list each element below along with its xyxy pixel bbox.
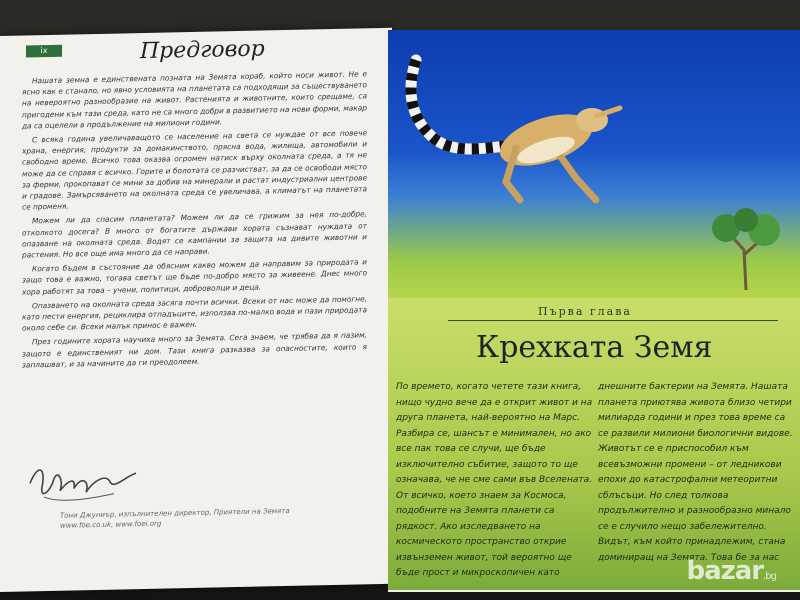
chapter-column-left (396, 380, 594, 582)
chapter-page (388, 30, 800, 592)
tree-illustration (696, 200, 786, 290)
watermark-suffix: .bg (763, 571, 776, 582)
chapter-label: Първа глава (538, 305, 632, 318)
preface-paragraph: Нашата земна е единствената позната на Земята кораб, който носи живот. Не е ясно как е станало, но явно условията на планетата са подходящи за съществуването на невероятно разнообразие на живот. Растенията и животните, които срещаме, са пригодени към тази среда, като не са много добри в развитието на нови форми, макар да са оцелели в продължение на милиони години. (22, 69, 367, 131)
preface-body (22, 68, 367, 373)
chapter-title: Крехката Земя (476, 330, 713, 365)
lemur-photo (388, 30, 800, 298)
signature-caption: Тони Джуниър, изпълнителен директор, Приятели на Земята www.foe.co.uk, www.foei.org (60, 506, 290, 530)
signature-image (24, 451, 144, 514)
preface-paragraph: Опазването на околната среда засяга почти всички. Всеки от нас може да помогне, като пести енергия, рециклира отпадъците, използва по-малко вода и пази природата около себе си. Всеки малък принос е важен. (22, 294, 367, 333)
preface-title: Предговор (140, 36, 265, 65)
preface-paragraph: С всяка година увеличаващото се население на света се нуждае от все повече храна, енергия, продукти за домакинството, прясна вода, жилища, автомобили и свободно време. Всичко това оказва огромен натиск върху околната среда, а тя не може да се справя с всичко. Горите и болотата се разчистват, за да се освободи място за ферми, прокопават се мини за добив на минерали и растат индустриални центрове и градове. Замърсяването на околната среда се увеличава, а климатът на планетата се променя. (22, 128, 367, 212)
preface-paragraph: Можем ли да спасим планетата? Можем ли да се грижим за нея по-добре, отколкото досега? В много от богатите държави хората съзнават нуждата от опазване на околната среда. Водят се кампании за защита на дивите животни и растения. Но все още има много да се направи. (22, 209, 367, 260)
preface-paragraph: През годините хората научиха много за Земята. Сега знаем, че трябва да я пазим, защото е единственият ни дом. Тази книга разказва за опасностите, които я заплашват, и за начините да ги преодолеем. (22, 330, 367, 370)
chapter-divider (448, 320, 778, 321)
column-text: По времето, когато четете тази книга, нищо чудно вече да е открит живот и на друга планета, най-вероятно на Марс. Разбира се, шансът е минимален, но ако все пак това се случи, ще бъде изключително събитие, защото то ще означава, че не сме сами във Вселената. От всичко, което знаем за Космоса, подобните на Земята планети са рядкост. Ако изследването на космическото пространство открие извънземен живот, той вероятно ще бъде прост и микроскопичен като (396, 382, 593, 578)
chapter-column-right (598, 380, 796, 566)
preface-page (0, 28, 392, 592)
column-text: днешните бактерии на Земята. Нашата планета приютява живота близо четири милиарда години и през това време са се развили милиони биологични видове. Животът се е приспособил към всевъзможни промени – от ледникови епохи до катастрофални метеоритни сблъсъци. Но след толкова продължително и разнообразно минало се е случило нещо забележително. Видът, към който принадлежим, стана доминиращ на Земята. Това бе за нас (598, 382, 793, 563)
lemur-illustration (396, 50, 626, 240)
page-tab: ix (26, 45, 62, 58)
site-watermark (686, 556, 776, 586)
watermark-text: bazar (686, 556, 764, 586)
preface-paragraph: Когато бъдем в състояние да обясним какво можем да направим за природата и защо това е важно, тогава светът ще бъде по-добро място за живеене. Днес много хора работят за това – учени, политици, доброволци и деца. (22, 257, 367, 297)
